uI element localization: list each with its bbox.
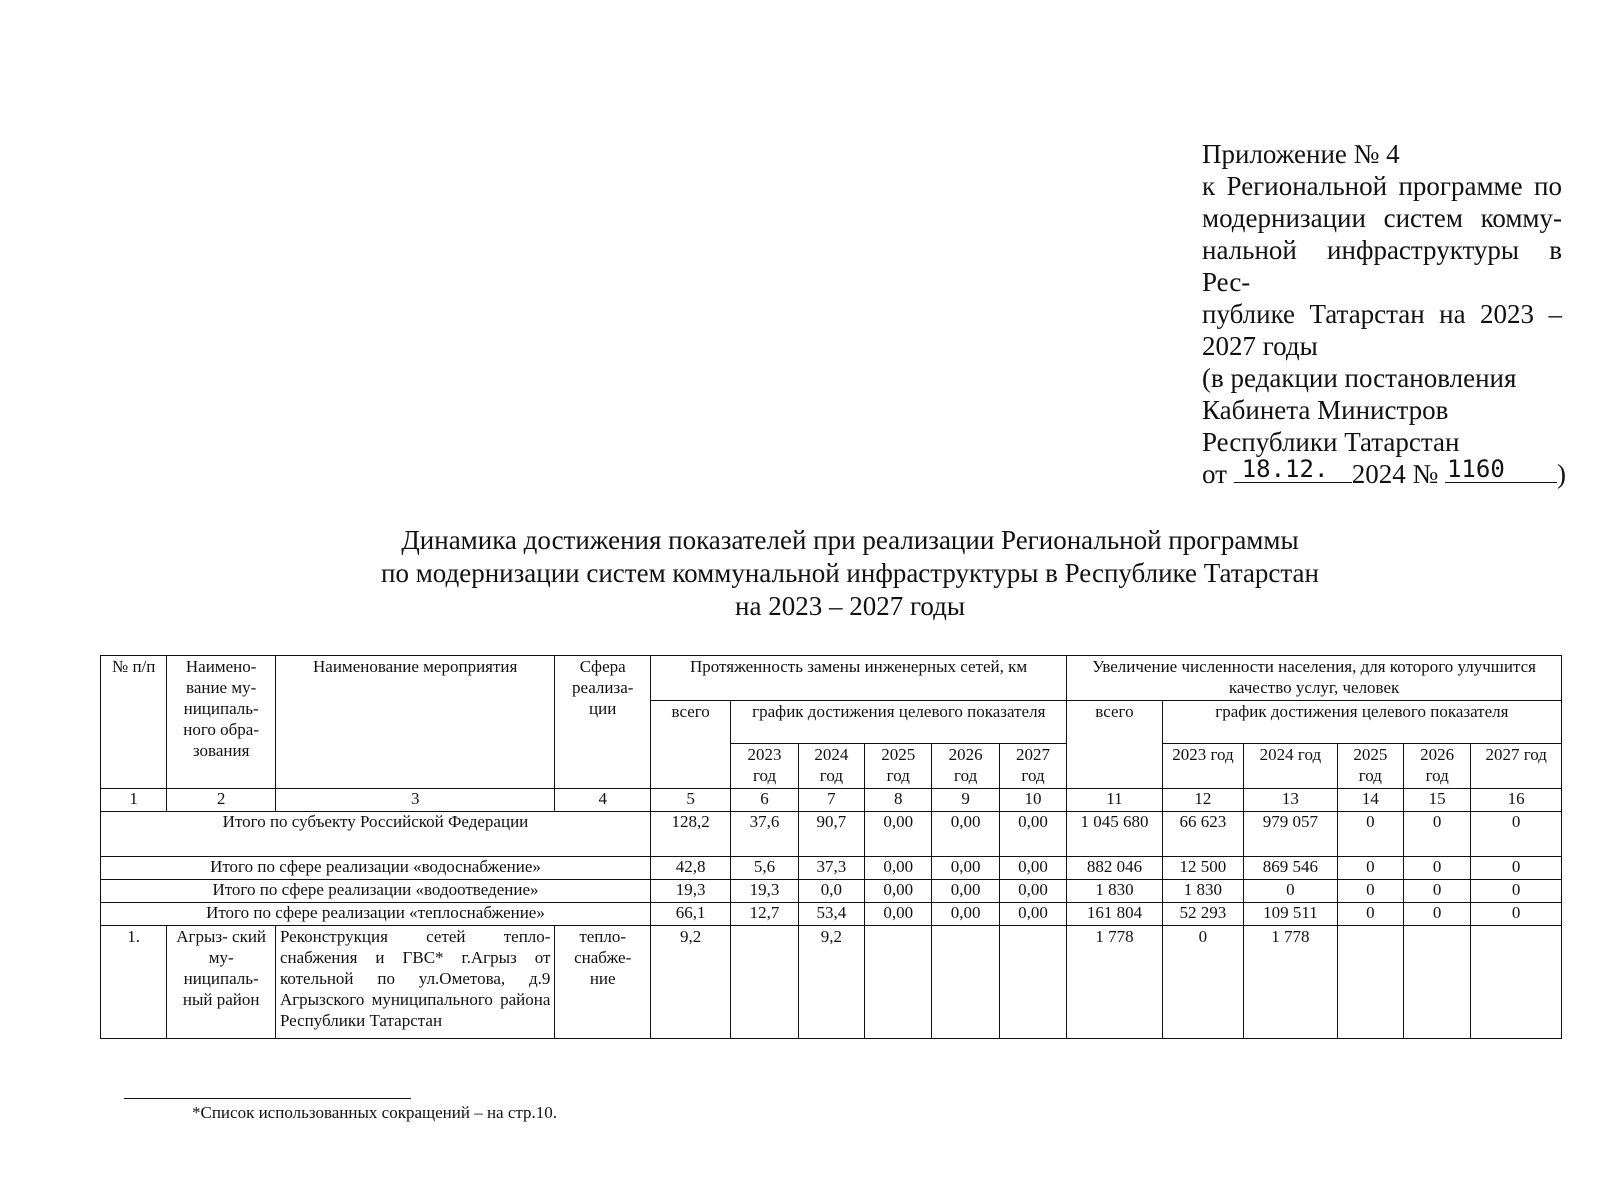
appendix-line: к Региональной программе по [1202,171,1562,201]
date-prefix: от [1202,459,1227,489]
appendix-line: Приложение № 4 [1202,139,1400,169]
column-number: 3 [275,789,555,812]
total-cell: 0,00 [999,857,1066,880]
total-cell: 1 830 [1162,880,1243,903]
total-cell: 0 [1337,903,1403,926]
header-length-total: всего [650,701,730,789]
total-label: Итого по сфере реализации «теплоснабжение» [101,903,651,926]
total-cell: 66 623 [1162,812,1243,857]
header-population-schedule: график достижения целевого показателя [1162,701,1561,744]
total-cell: 0,00 [999,880,1066,903]
column-number: 9 [932,789,999,812]
total-cell: 0,00 [865,880,932,903]
appendix-line: модернизации систем комму- [1202,203,1562,233]
document-title [300,524,1400,623]
header-year: 2025 год [865,744,932,789]
total-label: Итого по сфере реализации «водоотведение» [101,880,651,903]
header-year: 2024 год [1244,744,1338,789]
column-number: 6 [731,789,798,812]
header-length-schedule: график достижения целевого показателя [731,701,1067,744]
column-number: 2 [167,789,276,812]
header-year: 2025 год [1337,744,1403,789]
row-cell [865,926,932,1039]
total-cell: 109 511 [1244,903,1338,926]
total-row [101,812,1562,857]
total-label: Итого по сфере реализации «водоснабжение» [101,857,651,880]
row-cell [731,926,798,1039]
total-cell: 0,00 [865,857,932,880]
total-cell: 0 [1471,880,1562,903]
column-number: 13 [1244,789,1338,812]
row-num: 1. [101,926,167,1039]
column-number: 16 [1471,789,1562,812]
column-number: 5 [650,789,730,812]
handwritten-number: 1160 [1445,456,1557,483]
total-cell: 19,3 [650,880,730,903]
handwritten-date: 18.12. [1234,456,1352,483]
total-cell: 37,3 [798,857,864,880]
row-cell [1471,926,1562,1039]
footnote-divider [124,1098,411,1099]
header-year: 2027 год [1471,744,1562,789]
total-cell: 12,7 [731,903,798,926]
header-row [101,656,1562,701]
title-line: по модернизации систем коммунальной инфраструктуры в Республике Татарстан [381,558,1319,588]
total-cell: 90,7 [798,812,864,857]
total-cell: 0,00 [932,903,999,926]
column-number: 1 [101,789,167,812]
title-line: на 2023 – 2027 годы [735,591,965,621]
row-cell [1404,926,1471,1039]
total-cell: 1 045 680 [1067,812,1163,857]
header-population-group: Увеличение численности населения, для которого улучшится качество услуг, человек [1067,656,1562,701]
row-cell [1337,926,1403,1039]
total-cell: 0 [1337,812,1403,857]
header-year: 2024 год [798,744,864,789]
total-cell: 0 [1244,880,1338,903]
column-number: 12 [1162,789,1243,812]
row-cell: 9,2 [798,926,864,1039]
appendix-line: публике Татарстан на 2023 – [1202,299,1562,329]
total-cell: 0,00 [865,812,932,857]
header-year: 2026 год [1404,744,1471,789]
total-cell: 0,0 [798,880,864,903]
total-cell: 0,00 [999,903,1066,926]
header-year: 2026 год [932,744,999,789]
total-cell: 0,00 [865,903,932,926]
total-cell: 0 [1471,903,1562,926]
column-number-row [101,789,1562,812]
total-cell: 19,3 [731,880,798,903]
total-cell: 0 [1337,880,1403,903]
row-cell [932,926,999,1039]
total-cell: 0,00 [999,812,1066,857]
appendix-line: Республики Татарстан [1202,427,1460,457]
appendix-line: нальной инфраструктуры в Рес- [1202,235,1562,297]
appendix-line: (в редакции постановления [1202,363,1517,393]
total-cell: 0 [1404,903,1471,926]
column-number: 7 [798,789,864,812]
table-row [101,926,1562,1039]
appendix-header [1202,138,1566,490]
header-num: № п/п [101,656,167,789]
header-measure: Наименование мероприятия [275,656,555,789]
total-row [101,880,1562,903]
row-municipality: Агрыз- ский му- ниципаль- ный район [167,926,276,1039]
closing-paren: ) [1556,459,1566,489]
header-year: 2027 год [999,744,1066,789]
column-number: 4 [555,789,651,812]
column-number: 15 [1404,789,1471,812]
total-cell: 37,6 [731,812,798,857]
row-cell [999,926,1066,1039]
total-cell: 0,00 [932,880,999,903]
row-sphere: тепло- снабже- ние [555,926,651,1039]
column-number: 10 [999,789,1066,812]
total-cell: 66,1 [650,903,730,926]
total-cell: 0 [1471,857,1562,880]
row-cell: 1 778 [1244,926,1338,1039]
header-year: 2023 год [731,744,798,789]
total-cell: 0 [1337,857,1403,880]
header-length-group: Протяженность замены инженерных сетей, км [650,656,1066,701]
total-row [101,903,1562,926]
column-number: 14 [1337,789,1403,812]
row-cell: 0 [1162,926,1243,1039]
appendix-line: 2027 годы [1202,331,1318,361]
row-measure: Реконструкция сетей тепло- снабжения и ГВС* г.Агрыз от котельной по ул.Ометова, д.9 Агрызского муниципального района Республики Татарстан [275,926,555,1039]
resolution-date-line [1202,455,1566,490]
column-number: 8 [865,789,932,812]
total-cell: 979 057 [1244,812,1338,857]
resolution-year: 2024 № [1351,459,1439,489]
total-cell: 5,6 [731,857,798,880]
total-cell: 0 [1404,880,1471,903]
total-cell: 128,2 [650,812,730,857]
total-label: Итого по субъекту Российской Федерации [101,812,651,857]
header-population-total: всего [1067,701,1163,789]
header-year: 2023 год [1162,744,1243,789]
total-cell: 869 546 [1244,857,1338,880]
title-line: Динамика достижения показателей при реализации Региональной программы [401,525,1299,555]
total-cell: 0 [1471,812,1562,857]
header-sphere: Сфера реализа- ции [555,656,651,789]
column-number: 11 [1067,789,1163,812]
total-cell: 0 [1404,857,1471,880]
total-cell: 1 830 [1067,880,1163,903]
total-cell: 882 046 [1067,857,1163,880]
header-municipality: Наимено- вание му- ниципаль- ного обра- зования [167,656,276,789]
total-cell: 42,8 [650,857,730,880]
total-cell: 0 [1404,812,1471,857]
total-cell: 12 500 [1162,857,1243,880]
row-cell: 9,2 [650,926,730,1039]
appendix-line: Кабинета Министров [1202,395,1449,425]
total-row [101,857,1562,880]
total-cell: 52 293 [1162,903,1243,926]
total-cell: 161 804 [1067,903,1163,926]
total-cell: 0,00 [932,812,999,857]
total-cell: 53,4 [798,903,864,926]
row-cell: 1 778 [1067,926,1163,1039]
total-cell: 0,00 [932,857,999,880]
footnote: *Список использованных сокращений – на стр.10. [192,1103,558,1122]
indicators-table [100,655,1562,1039]
